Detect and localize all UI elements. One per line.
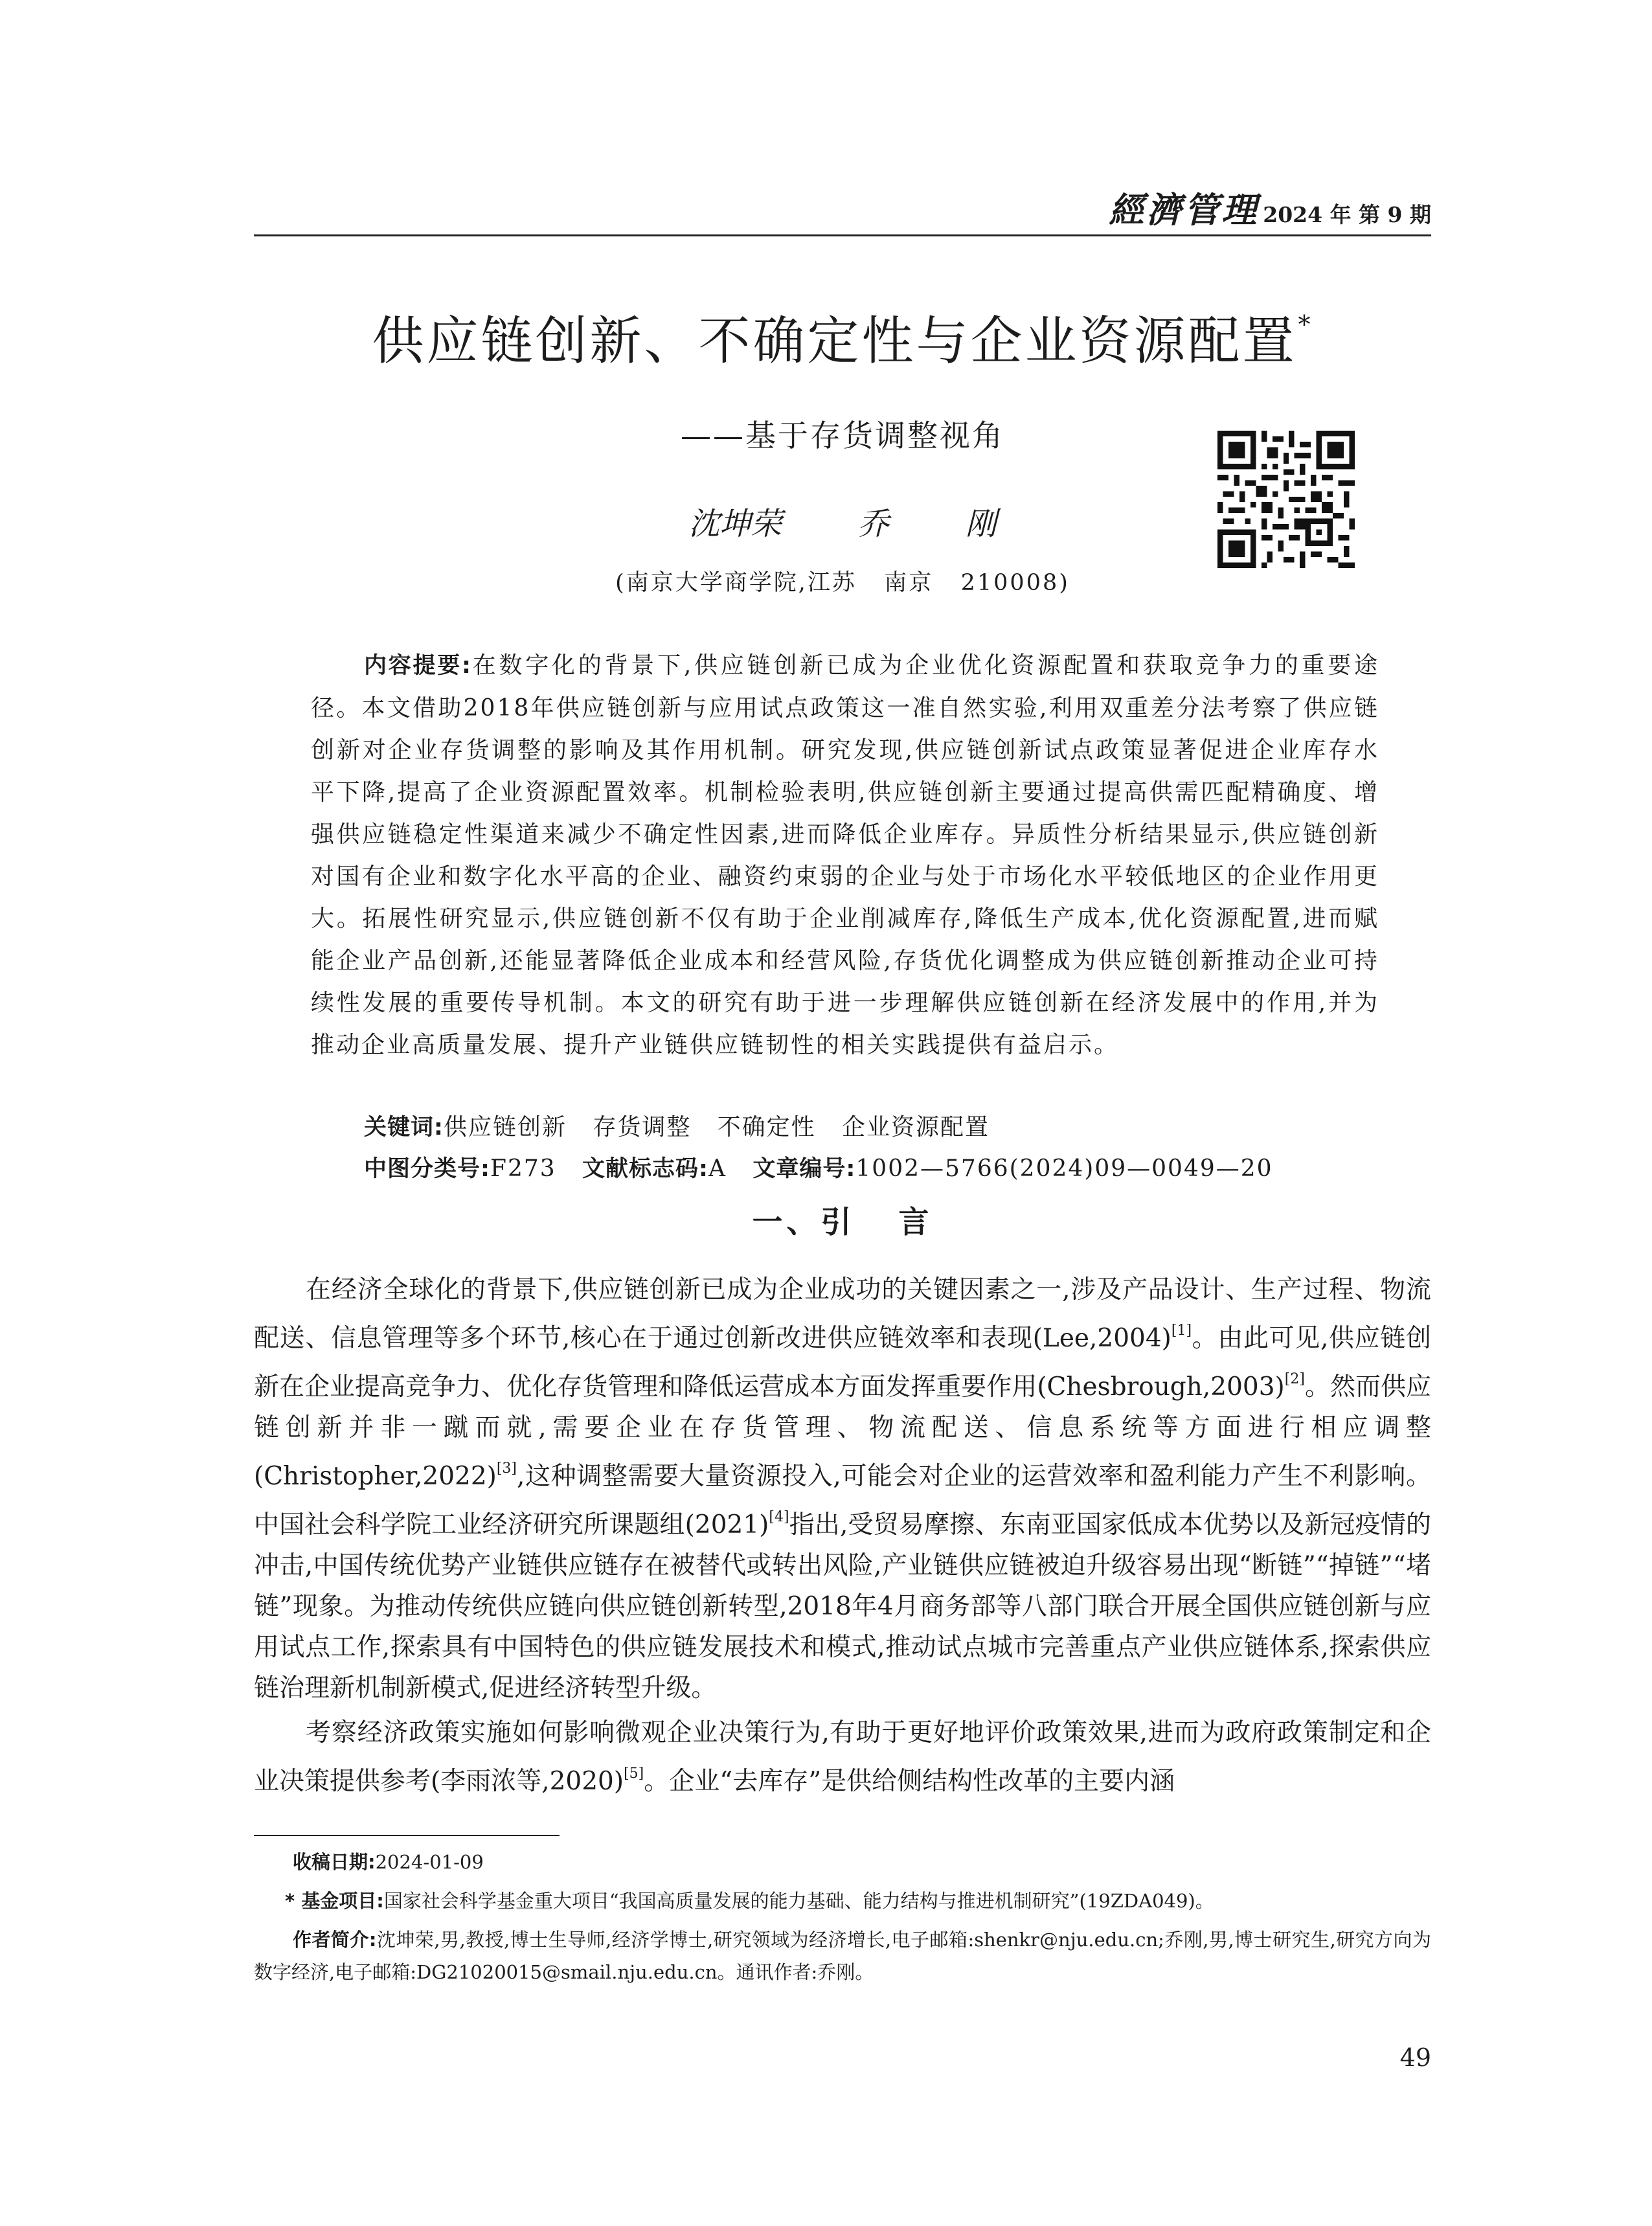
header-rule [254,234,1431,236]
running-header [254,183,1431,231]
keywords-label: 关键词: [364,1115,444,1141]
journal-name: 經濟管理 [1109,189,1260,231]
author-affiliation: (南京大学商学院,江苏 南京 210008) [615,570,1070,596]
clc-value: F273 [490,1155,556,1182]
citation-link[interactable]: [1] [1171,1323,1192,1339]
qr-code-icon[interactable] [1217,431,1355,568]
paragraph: 在经济全球化的背景下,供应链创新已成为企业成功的关键因素之一,涉及产品设计、生产过程、物流配送、信息管理等多个环节,核心在于通过创新改进供应链效率和表现(Lee,2004)[1]。由此可见,供应链创新在企业提高竞争力、优化存货管理和降低运营成本方面发挥重要作用(Chesbrough,2003)[2]。然而供应链创新并非一蹴而就,需要企业在存货管理、物流配送、信息系统等方面进行相应调整(Christopher,2022)[3],这种调整需要大量资源投入,可能会对企业的运营效率和盈利能力产生不利影响。中国社会科学院工业经济研究所课题组(2021)[4]指出,受贸易摩擦、东南亚国家低成本优势以及新冠疫情的冲击,中国传统优势产业链供应链存在被替代或转出风险,产业链供应链被迫升级容易出现“断链”“掉链”“堵链”现象。为推动传统供应链向供应链创新转型,2018年4月商务部等八部门联合开展全国供应链创新与应用试点工作,探索具有中国特色的供应链发展技术和模式,推动试点城市完善重点产业供应链体系,探索供应链治理新机制新模式,促进经济转型升级。 [254,1275,1432,1703]
article-number-value: 1002—5766(2024)09—0049—20 [855,1155,1273,1182]
footnotes [254,1846,1431,1995]
title-footnote-mark: * [1298,310,1313,339]
citation-link[interactable]: [4] [769,1509,789,1525]
abstract-text: 在数字化的背景下,供应链创新已成为企业优化资源配置和获取竞争力的重要途径。本文借助2018年供应链创新与应用试点政策这一准自然实验,利用双重差分法考察了供应链创新对企业存货调整的影响及其作用机制。研究发现,供应链创新试点政策显著促进企业库存水平下降,提高了企业资源配置效率。机制检验表明,供应链创新主要通过提高供需匹配精确度、增强供应链稳定性渠道来减少不确定性因素,进而降低企业库存。异质性分析结果显示,供应链创新对国有企业和数字化水平高的企业、融资约束弱的企业与处于市场化水平较低地区的企业作用更大。拓展性研究显示,供应链创新不仅有助于企业削减库存,降低生产成本,优化资源配置,进而赋能企业产品创新,还能显著降低企业成本和经营风险,存货优化调整成为供应链创新推动企业可持续性发展的重要传导机制。本文的研究有助于进一步理解供应链创新在经济发展中的作用,并为推动企业高质量发展、提升产业链供应链韧性的相关实践提供有益启示。 [311,652,1379,1058]
footnote-fund: * 基金项目:国家社会科学基金重大项目“我国高质量发展的能力基础、能力结构与推进机制研究”(19ZDA049)。 [285,1890,1214,1912]
article-title: 供应链创新、不确定性与企业资源配置* [372,310,1313,371]
footnote-author: 作者简介:沈坤荣,男,教授,博士生导师,经济学博士,研究领域为经济增长,电子邮箱:shenkr@nju.edu.cn;乔刚,男,博士研究生,研究方向为数字经济,电子邮箱:DG21020015@smail.nju.edu.cn。通讯作者:乔刚。 [254,1929,1431,1983]
doc-code-label: 文献标志码: [582,1156,709,1182]
paragraph: 考察经济政策实施如何影响微观企业决策行为,有助于更好地评价政策效果,进而为政府政策制定和企业决策提供参考(李雨浓等,2020)[5]。企业“去库存”是供给侧结构性改革的主要内涵 [254,1718,1431,1796]
abstract-label: 内容提要: [364,653,472,679]
footnote-received: 收稿日期:2024-01-09 [293,1851,484,1873]
citation-link[interactable]: [5] [624,1766,644,1782]
classification-line [364,1151,1400,1183]
author-names: 沈坤荣 乔 刚 [688,506,997,542]
clc-label: 中图分类号: [364,1156,490,1182]
citation-link[interactable]: [3] [496,1460,517,1477]
article-number-label: 文章编号: [752,1156,856,1182]
section-heading: 一、引 言 [752,1205,933,1240]
keywords-text: 供应链创新 存货调整 不确定性 企业资源配置 [444,1114,990,1141]
article-subtitle: ——基于存货调整视角 [681,418,1004,454]
keywords-line [364,1109,1400,1142]
footnote-rule [254,1835,560,1836]
doc-code-value: A [708,1155,727,1182]
citation-link[interactable]: [2] [1284,1371,1305,1387]
abstract [311,644,1379,1066]
body-text [254,1269,1431,1802]
issue-label: 2024 年 第 9 期 [1263,202,1431,227]
page-number: 49 [1399,2043,1431,2072]
